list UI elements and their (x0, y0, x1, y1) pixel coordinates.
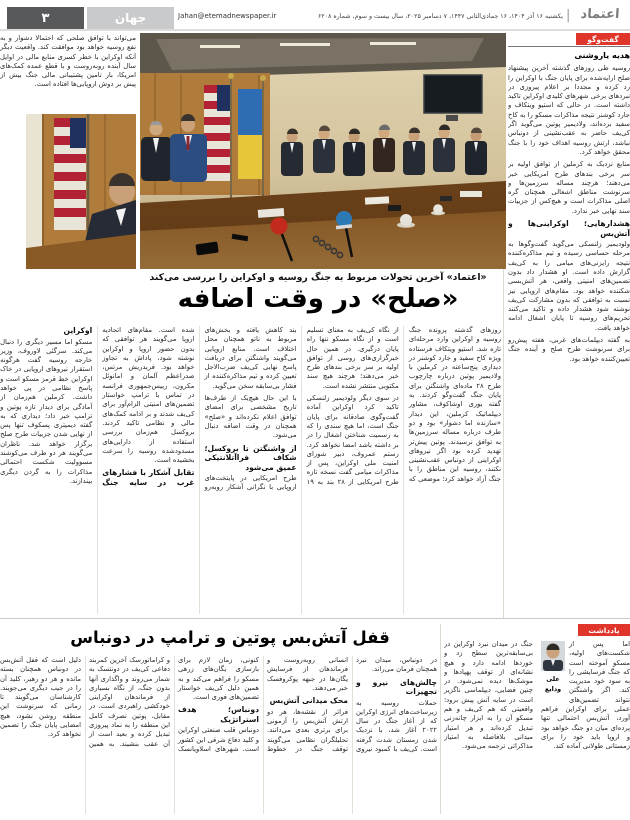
newspaper-logo: اعتماد (580, 7, 620, 22)
note-paragraph: جنگ در میدان نبرد اوکراین در بی‌سابقه‌ترین سطح زد و خوردها ادامه دارد و هیچ نشانه‌ای از توقف پهپادها و موشک‌ها دیده نمی‌شود. در چنین فضایی، دیپلماسی ناگزیر است در سایه آتش پیش برود؛ واقعیتی که هم کی‌یف و هم مسکو آن را به ابزار چانه‌زنی تبدیل کرده‌اند و هر امتیاز میدانی بلافاصله به امتیاز مذاکراتی ترجمه می‌شود. (444, 640, 533, 751)
subhead-donbas: دونباس؛ هدف استراتژیک (178, 705, 259, 724)
photo-vignette (140, 33, 506, 269)
dateline: یکشنبه ۱۶ آذر ۱۴۰۴، ۱۶ جمادی‌الثانی ۱۴۴۷، ۷ دسامبر ۲۰۲۵، سال بیست و سوم، شماره ۶۲۰۸ (317, 13, 563, 20)
author-photo-icon (541, 641, 565, 671)
lead-paragraph: می‌تواند با توافق صلحی که احتمالا دشوار و به نفع روسیه خواهد بود موافقت کند. واقعیت دیگر آنکه اوکراین با خطر کسری منابع مالی در اوایل سال آینده روبه‌روست و با قطع عمده کمک‌های امریکا، بار تامین پشتیبانی مالی جنگ بیش از پیش بر دوش اروپایی‌ها افتاده است. (0, 34, 136, 89)
section-divider (0, 618, 630, 619)
bottom-article-body (0, 656, 437, 814)
note-col-left (541, 640, 630, 814)
light-wall (26, 114, 42, 269)
subhead-west: تقابل آشکار با فشارهای غرب در سایه جنگ اوکراین (63, 326, 195, 487)
kicker: «اعتماد» آخرین تحولات مربوط به جنگ روسیه و اوکراین را بررسی می‌کند (149, 272, 487, 283)
bottom-headline: قفل آتش‌بس پوتین و ترامپ در دونباس (70, 628, 390, 647)
body-paragraph: طرح امریکایی در پایتخت‌های اروپایی با نگرانی آشکار روبه‌رو شده است. مقام‌های اتحادیه اروپا می‌گویند هر توافقی که بدون حضور اروپا و اوکراین نوشته شود، پاداش به تجاوز خواهد بود. فریدریش مرتس، صدراعظم آلمان و امانوئل مکرون، رییس‌جمهوری فرانسه در تماس با ترامپ خواستار تضمین‌های امنیتی الزام‌آور برای کی‌یف شدند و بر ادامه کمک‌های مالی و نظامی تاکید کردند. بروکسل هم‌زمان بررسی استفاده از دارایی‌های مسدودشده روسیه را سرعت بخشیده است. (102, 326, 297, 492)
note-paragraph: اما پس از شکست‌های اولیه، مسکو آموخته است که جنگ فرسایشی را به سود خود مدیریت کند. اگر واشنگتن نتواند تضمین‌های عملی برای اوکراین فراهم آورد، آتش‌بس احتمالی تنها پرده‌ای میان دو جنگ خواهد بود و اروپا باید خود را برای زمستانی طولانی آماده کند. (541, 640, 630, 751)
note-badge: یادداشت (578, 624, 630, 636)
interview-paragraph: روسیه طی روزهای گذشته آخرین پیشنهاد صلح ارایه‌شده برای پایان جنگ با اوکراین را رد کرده و مجددا بر اعلام پیروزی در نبردهای برخی شهرهای کلیدی اوکراین تاکید داشته است. در حالی که استیو ویتکاف و جارد کوشنر نتیجه مذاکرات مسکو را به کاخ سفید برده‌اند، ولادیمیر پوتین می‌گوید اگر کی‌یف حاضر به عقب‌نشینی از دونباس نباشد، ارتش روسیه اهداف خود را با جنگ محقق خواهد کرد. (508, 64, 630, 156)
interview-paragraph: به گفته دیپلمات‌های غربی، هفته پیش‌رو برای سرنوشت طرح صلح و آینده جنگ تعیین‌کننده خواهد بود. (508, 336, 630, 363)
note-byline: علی ودایع (544, 675, 562, 693)
meeting-room-photo (140, 33, 506, 269)
author-portrait (541, 641, 565, 694)
interview-paragraph: ولودیمیر زلنسکی می‌گوید گفت‌وگوها به مرحله حساسی رسیده و تیم مذاکره‌کننده نتیجه رایزنی‌های میامی را به کی‌یف گزارش داده است. او هشدار داد بدون تضمین‌های امنیتی واقعی، هر آتش‌بسی شکننده خواهد بود. مقام‌های اروپایی نیز نسبت به توافقی که بدون مشارکت کی‌یف نوشته شود هشدار داده و تاکید می‌کنند تحریم‌های روسیه تا پایان اشغال ادامه خواهد یافت. (508, 240, 630, 332)
interview-column (508, 46, 630, 618)
body-paragraph: در دونباس، میدان نبرد همچنان فرمان می‌راند. (356, 656, 437, 674)
section-name: جهان (87, 7, 174, 29)
interview-paragraph: منابع نزدیک به کرملین از توافق اولیه بر سر برخی بندهای طرح امریکایی خبر می‌دهند؛ هرچند مساله سرزمین‌ها و سرنوشت مناطق اشغالی همچنان گره اصلی مذاکرات است و هیچ‌کس از جزییات سند نهایی خبر ندارد. (508, 160, 630, 215)
main-photo (140, 33, 506, 269)
email-link[interactable]: Jahan@etemadnewspaper.ir (178, 12, 277, 20)
note-col-right (444, 640, 533, 814)
interview-subhead: هشدارهایی؛ اوکراینی‌ها و آتش‌بس (508, 219, 630, 238)
subhead-europe: از واشنگتن تا بروکسل؛ شکاف فراآتلانتیکی عمیق می‌شود (204, 443, 297, 472)
photo-left-extension (26, 114, 136, 269)
flag-closeup-photo (26, 114, 136, 269)
lead-continuation (0, 34, 136, 112)
header-divider (0, 29, 630, 31)
body-paragraph: مسکو اما مسیر دیگری را دنبال می‌کند. سرگئی لاوروف، وزیر خارجه روسیه گفت هرگونه استقرار نیروهای اروپایی در خاک اوکراین خط قرمز مسکو است و پاسخ نظامی در پی خواهد داشت. کرملین هم‌زمان از آمادگی برای دیدار تازه پوتین و ترامپ خبر داد؛ دیداری که به گفته دیمیتری پسکوف تنها پس از نهایی شدن جزییات طرح صلح برگزار خواهد شد. ناظران می‌گویند هر دو طرف می‌کوشند مسوولیت شکست احتمالی مذاکرات را به گردن دیگری بیندازند. (0, 337, 93, 485)
main-article-body (0, 326, 501, 614)
note-column (444, 640, 630, 814)
body-paragraph: دونباس قلب صنعتی اوکراین و کلید دفاع شرقی این کشور است. شهرهای اسلاویانسک و کراماتورسک آخرین کمربند دفاعی کی‌یف در دونتسک به شمار می‌روند و واگذاری آنها بدون جنگ، از نگاه بسیاری از فرماندهان اوکراینی خودکشی راهبردی است. در مقابل، پوتین تصرف کامل این منطقه را به نماد پیروزی تبدیل کرده و بعید است از آن عقب بنشیند. به همین دلیل است که قفل آتش‌بس در دونباس همچنان بسته مانده و هر دو رهبر، کلید آن را در جیب دیگری می‌جویند. کارشناسان می‌گویند تا زمانی که سرنوشت این منطقه روشن نشود، هیچ امضایی پایان جنگ را تضمین نخواهد کرد. (0, 656, 259, 754)
header-separator: | (566, 8, 571, 23)
body-paragraph: با این حال هیچ‌یک از طرف‌ها تاریخ مشخصی برای امضای توافق اعلام نکرده‌اند و «صلح» همچنان در وقت اضافه دنبال می‌شود. (204, 394, 297, 440)
page-number: ۳ (7, 7, 84, 29)
body-paragraph: حملات روسیه به زیرساخت‌های انرژی اوکراین که از آغاز جنگ در سال ۲۰۲۲ آغاز شد، با نزدیک شدن زمستان شدت گرفته است. کی‌یف با کمبود نیروی انسانی روبه‌روست و فرماندهان از فرسایش یگان‌ها در جبهه پوکروفسک خبر می‌دهند. (267, 656, 437, 754)
column-rule (440, 624, 441, 814)
interview-byline: هدیه یاروشنی (574, 51, 630, 60)
subhead-ceasefire-test: محک میدانی آتش‌بس (269, 696, 348, 706)
body-paragraph: در سوی دیگر ولودیمیر زلنسکی تاکید کرد اوکراین آماده گفت‌وگوی صادقانه برای پایان جنگ است، اما هیچ سندی را که به رسمیت شناختن اشغال را در بر داشته باشد امضا نخواهد کرد. رستم عمروف، دبیر شورای امنیت ملی اوکراین، پس از مذاکرات میامی گفت نسخه تازه طرح امریکایی از ۲۸ بند به ۱۹ بند کاهش یافته و بخش‌های مربوط به ناتو همچنان محل اختلاف است. منابع اروپایی می‌گویند واشنگتن برای دریافت پاسخ نهایی کی‌یف ضرب‌الاجل تعیین کرده و تیم مذاکره‌کننده از فشار بی‌سابقه سخن می‌گوید. (204, 326, 399, 486)
subhead-forces: چالش‌های نیرو و تجهیزات (356, 677, 437, 697)
main-headline: «صلح» در وقت اضافه (177, 284, 459, 314)
body-paragraph: روزهای گذشته پرونده جنگ روسیه و اوکراین وارد مرحله‌ای تازه شد. استیو ویتکاف فرستاده ویژه کاخ سفید و جارد کوشنر در دیداری پنج‌ساعته در کرملین با ولادیمیر پوتین درباره چارچوب طرح ۲۸ ماده‌ای واشنگتن برای پایان جنگ گفت‌وگو کردند. به گفته یوری اوشاکوف، مشاور دیپلماتیک کرملین، این دیدار «سازنده اما دشوار» بود و دو طرف درباره مساله سرزمین‌ها به توافق نرسیدند. پوتین پیش‌تر تهدید کرده بود اگر نیروهای اوکراینی از دونباس عقب‌نشینی نکنند، روسیه این مناطق را با جنگ آزاد خواهد کرد؛ موضعی که از نگاه کی‌یف به معنای تسلیم است و از نگاه مسکو تنها راه پایان درگیری. در همین حال خبرگزاری‌های روسی از توافق اولیه بر سر برخی بندهای طرح خبر می‌دهند؛ هرچند هیچ سند مکتوبی منتشر نشده است. (306, 326, 501, 483)
interview-badge: گفت‌وگو (576, 33, 630, 45)
body-paragraph: فراتر از نقشه‌ها، هر دو ارتش آتش‌بس را آزمونی برای برتری بعدی می‌دانند. تحلیلگران نظامی می‌گویند توقف جنگ در خطوط کنونی، زمان لازم برای بازسازی یگان‌های زرهی مسکو را فراهم می‌کند و به همین دلیل کی‌یف خواستار تضمین‌های فوری است. (178, 656, 348, 753)
